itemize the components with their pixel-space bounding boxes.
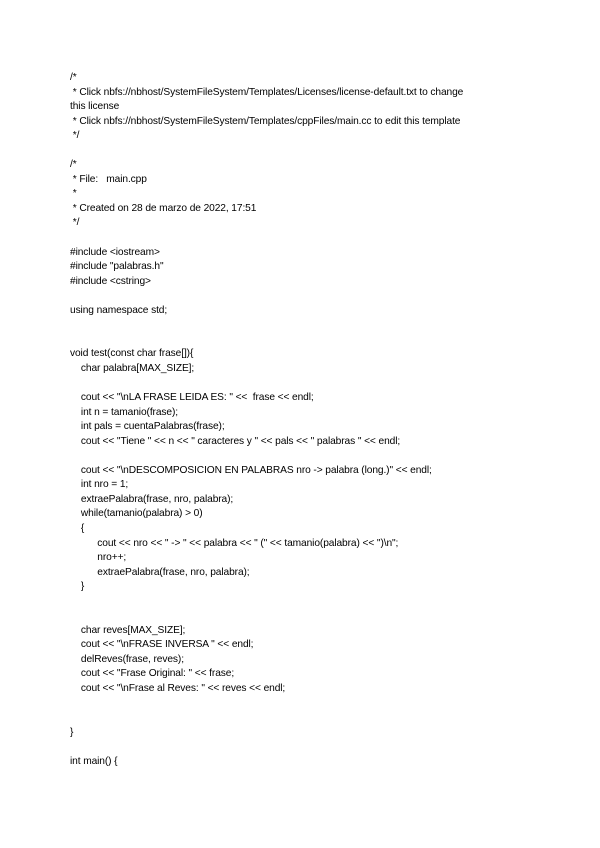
code-line: extraePalabra(frase, nro, palabra); [70,493,234,505]
code-line: * Created on 28 de marzo de 2022, 17:51 [70,202,257,214]
code-line: void test(const char frase[]){ [70,348,194,360]
code-line: */ [70,130,80,142]
code-line: delReves(frase, reves); [70,653,184,665]
code-line: int n = tamanio(frase); [70,406,178,418]
blank-line [70,740,530,755]
code-line: * [70,188,77,200]
code-line: int pals = cuentaPalabras(frase); [70,421,225,433]
code-line: char palabra[MAX_SIZE]; [70,362,195,374]
blank-line [70,318,530,333]
code-line: cout << "\nFrase al Reves: " << reves << endl; [70,682,286,694]
code-line: #include <cstring> [70,275,151,287]
code-line: cout << "Frase Original: " << frase; [70,668,235,680]
code-line: /* [70,159,77,171]
blank-line [70,449,530,464]
code-line: * Click nbfs://nbhost/SystemFileSystem/Templates/cppFiles/main.cc to edit this template [70,115,461,127]
code-line: } [70,581,85,593]
code-line: int main() { [70,755,118,767]
code-line: } [70,726,74,738]
blank-line [70,231,530,246]
code-line: nro++; [70,552,127,564]
code-line: * File: main.cpp [70,173,147,185]
blank-line [70,144,530,159]
code-line: this license [70,101,120,113]
blank-line [70,333,530,348]
blank-line [70,376,530,391]
code-line: cout << "Tiene " << n << " caracteres y " << pals << " palabras " << endl; [70,435,401,447]
blank-line [70,609,530,624]
code-line: int nro = 1; [70,479,129,491]
code-line: /* [70,72,77,83]
code-line: */ [70,217,80,229]
blank-line [70,595,530,610]
code-line: while(tamanio(palabra) > 0) [70,508,203,520]
code-line: cout << "\nDESCOMPOSICION EN PALABRAS nro -> palabra (long.)" << endl; [70,464,432,476]
code-line: cout << "\nLA FRASE LEIDA ES: " << frase << endl; [70,392,314,404]
blank-line [70,697,530,712]
blank-line [70,711,530,726]
code-line: #include "palabras.h" [70,261,164,273]
code-line: cout << nro << " -> " << palabra << " (" << tamanio(palabra) << ")\n"; [70,537,399,549]
blank-line [70,289,530,304]
code-line: #include <iostream> [70,246,160,258]
code-line: { [70,522,85,534]
code-line: extraePalabra(frase, nro, palabra); [70,566,250,578]
code-line: cout << "\nFRASE INVERSA " << endl; [70,639,254,651]
code-line: using namespace std; [70,304,168,316]
code-line: char reves[MAX_SIZE]; [70,624,186,636]
source-code-listing [70,71,530,769]
code-line: * Click nbfs://nbhost/SystemFileSystem/Templates/Licenses/license-default.txt to change [70,86,464,98]
